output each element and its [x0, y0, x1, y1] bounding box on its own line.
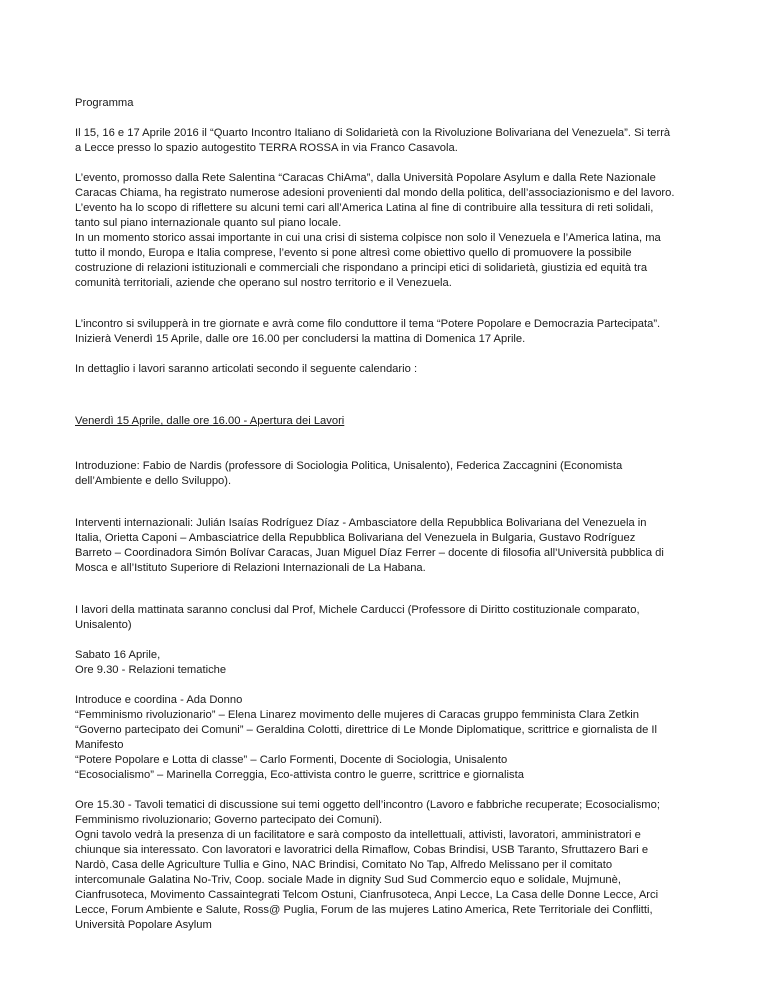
event-description-paragraph — [75, 171, 705, 291]
text-line: I lavori della mattinata saranno conclusi dal Prof, Michele Carducci (Professore di Diritto costituzionale comparato, — [75, 604, 640, 616]
text-line: tanto sul piano internazionale quanto sul piano locale. — [75, 217, 342, 229]
text-line: Nardò, Casa delle Agriculture Tullia e Gino, NAC Brindisi, Comitato No Tap, Alfredo Melissano per il comitato — [75, 859, 613, 871]
text-line: costruzione di relazioni istituzionali e commerciali che rispondano a principi etici di solidarietà, giustizia ed equità tra — [75, 262, 648, 274]
text-line: Mosca e all’Istituto Superiore di Relazioni Internazionali de La Habana. — [75, 562, 426, 574]
friday-heading: Venerdì 15 Aprile, dalle ore 16.00 - Apertura dei Lavori — [75, 415, 345, 427]
text-line: “Ecosocialismo” – Marinella Correggia, Eco-attivista contro le guerre, scrittrice e giornalista — [75, 769, 524, 781]
closing-paragraph — [75, 603, 705, 633]
text-line: chiunque sia interessato. Con lavoratori e lavoratrici della Rimaflow, Cobas Brindisi, USB Taranto, Sfruttazero Bari e — [75, 844, 649, 856]
calendar-intro-paragraph: In dettaglio i lavori saranno articolati secondo il seguente calendario : — [75, 363, 418, 375]
text-line: tutto il mondo, Europa e Italia comprese, l’evento si pone altresì come obiettivo quello di promuovere la possibile — [75, 247, 632, 259]
text-line: intercomunale Galatina No-Triv, Coop. sociale Made in dignity Sud Sud Commercio equo e solidale, Mujmunè, — [75, 874, 621, 886]
thematic-panel-paragraph — [75, 693, 705, 783]
saturday-heading — [75, 648, 705, 678]
text-line: Cianfrusoteca, Movimento Cassaintegrati Telcom Ostuni, Cianfrusoteca, Anpi Lecce, La Casa delle Donne Lecce, Arci — [75, 889, 659, 901]
schedule-overview-paragraph — [75, 317, 705, 347]
text-line: “Governo partecipato dei Comuni” – Geraldina Colotti, direttrice di Le Monde Diplomatique, scrittrice e giornalista de Il — [75, 724, 658, 736]
text-line: L’incontro si svilupperà in tre giornate e avrà come filo conduttore il tema “Potere Popolare e Democrazia Partecipata”. — [75, 318, 661, 330]
text-line: Caracas Chiama, ha registrato numerose adesioni provenienti dal mondo della politica, dell’associazionismo e del lavoro. — [75, 187, 675, 199]
text-line: “Potere Popolare e Lotta di classe” – Carlo Formenti, Docente di Sociologia, Unisalento — [75, 754, 508, 766]
text-line: Lecce, Forum Ambiente e Salute, Ross@ Puglia, Forum de las mujeres Latino America, Rete Territoriale dei Conflitti, — [75, 904, 653, 916]
text-line: Introduce e coordina - Ada Donno — [75, 694, 243, 706]
text-line: Ore 9.30 - Relazioni tematiche — [75, 664, 227, 676]
text-line: Manifesto — [75, 739, 124, 751]
text-line: Femminismo rivoluzionario; Governo partecipato dei Comuni). — [75, 814, 383, 826]
text-line: “Femminismo rivoluzionario” – Elena Linarez movimento delle mujeres di Caracas gruppo femminista Clara Zetkin — [75, 709, 639, 721]
intro-paragraph — [75, 126, 705, 156]
afternoon-tables-paragraph — [75, 798, 705, 933]
text-line: a Lecce presso lo spazio autogestito TERRA ROSSA in via Franco Casavola. — [75, 142, 458, 154]
text-line: L’evento ha lo scopo di riflettere su alcuni temi cari all’America Latina al fine di contribuire alla tessitura di reti solidali, — [75, 202, 654, 214]
text-line: comunità territoriali, aziende che operano sul nostro territorio e il Venezuela. — [75, 277, 452, 289]
document-body — [75, 96, 705, 933]
text-line: Italia, Orietta Caponi – Ambasciatrice della Repubblica Bolivariana del Venezuela in Bulgaria, Gustavo Rodríguez — [75, 532, 636, 544]
text-line: Barreto – Coordinadora Simón Bolívar Caracas, Juan Miguel Díaz Ferrer – docente di filosofia all’Università pubblica di — [75, 547, 664, 559]
text-line: dell’Ambiente e dello Sviluppo). — [75, 475, 232, 487]
programma-heading: Programma — [75, 97, 134, 109]
introduction-paragraph — [75, 459, 705, 489]
text-line: Ore 15.30 - Tavoli tematici di discussione sui temi oggetto dell’incontro (Lavoro e fabbriche recuperate; Ecosocialismo; — [75, 799, 660, 811]
text-line: Unisalento) — [75, 619, 132, 631]
text-line: Università Popolare Asylum — [75, 919, 212, 931]
international-speakers-paragraph — [75, 516, 705, 576]
text-line: Sabato 16 Aprile, — [75, 649, 161, 661]
text-line: Inizierà Venerdì 15 Aprile, dalle ore 16.00 per concludersi la mattina di Domenica 17 Aprile. — [75, 333, 526, 345]
text-line: Introduzione: Fabio de Nardis (professore di Sociologia Politica, Unisalento), Federica Zaccagnini (Economista — [75, 460, 623, 472]
text-line: In un momento storico assai importante in cui una crisi di sistema colpisce non solo il Venezuela e l’America latina, ma — [75, 232, 661, 244]
text-line: Ogni tavolo vedrà la presenza di un facilitatore e sarà composto da intellettuali, attivisti, lavoratori, amministratori e — [75, 829, 641, 841]
text-line: L’evento, promosso dalla Rete Salentina “Caracas ChiAma”, dalla Università Popolare Asylum e dalla Rete Nazionale — [75, 172, 656, 184]
text-line: Interventi internazionali: Julián Isaías Rodríguez Díaz - Ambasciatore della Repubblica Bolivariana del Venezuela in — [75, 517, 647, 529]
text-line: Il 15, 16 e 17 Aprile 2016 il “Quarto Incontro Italiano di Solidarietà con la Rivoluzione Bolivariana del Venezuela”. Si terrà — [75, 127, 671, 139]
